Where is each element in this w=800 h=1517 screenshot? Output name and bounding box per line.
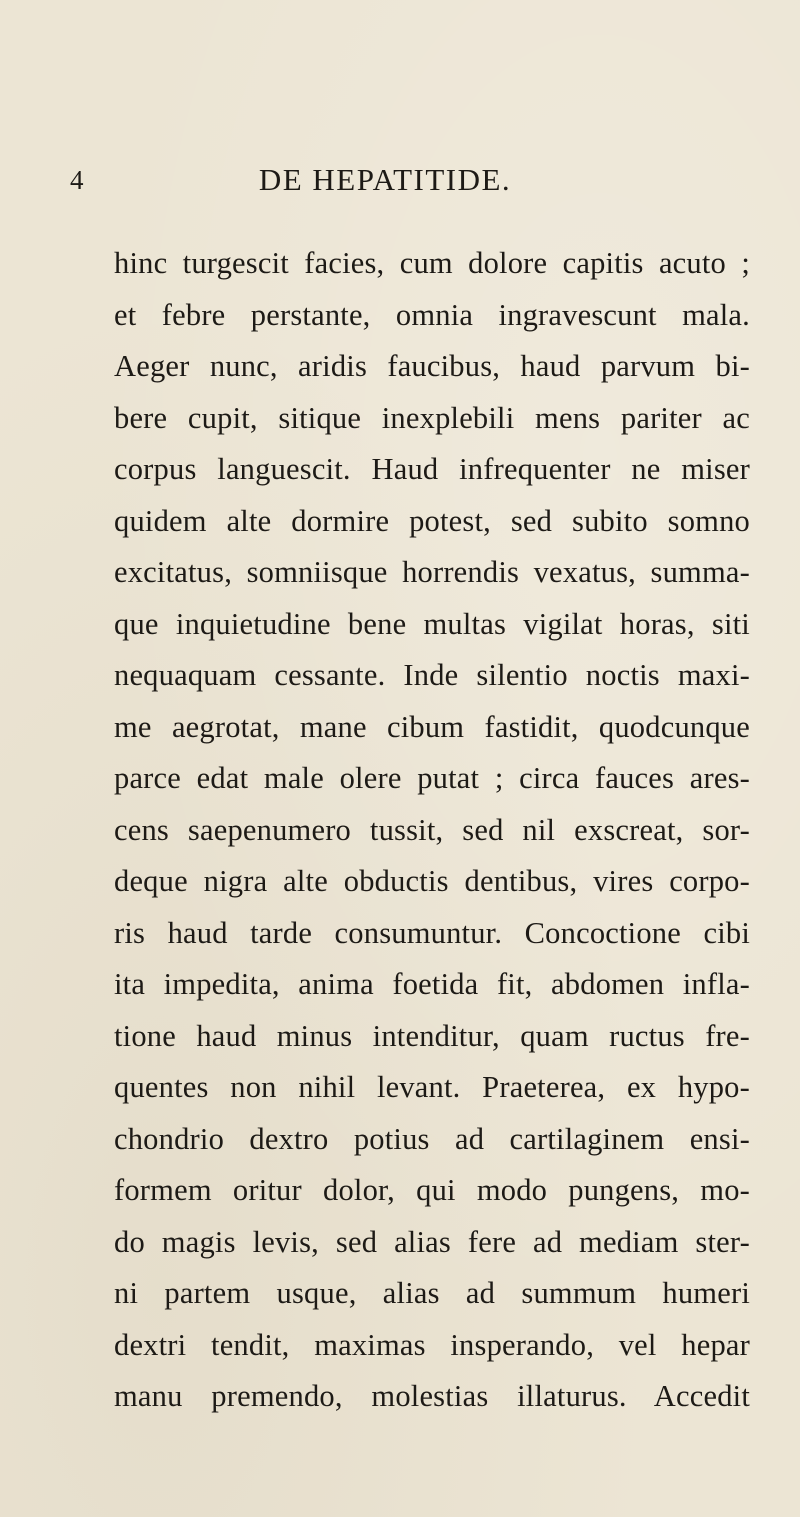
text-line: dextri tendit, maximas insperando, vel hepar bbox=[114, 1327, 750, 1362]
text-line: me aegrotat, mane cibum fastidit, quodcunque bbox=[114, 709, 750, 744]
page-header bbox=[70, 160, 760, 200]
body-text bbox=[114, 238, 750, 1423]
text-line: corpus languescit. Haud infrequenter ne miser bbox=[114, 452, 750, 486]
text-line: ita impedita, anima foetida fit, abdomen infla- bbox=[114, 967, 750, 1001]
running-head: DE HEPATITIDE. bbox=[258, 162, 512, 197]
text-line: ni partem usque, alias ad summum humeri bbox=[114, 1276, 750, 1310]
text-line: quidem alte dormire potest, sed subito somno bbox=[114, 503, 750, 538]
text-line: et febre perstante, omnia ingravescunt mala. bbox=[114, 297, 750, 332]
text-line: do magis levis, sed alias fere ad mediam ster- bbox=[114, 1224, 750, 1259]
text-line: Aeger nunc, aridis faucibus, haud parvum bi- bbox=[114, 349, 750, 383]
text-line: deque nigra alte obductis dentibus, vires corpo- bbox=[114, 864, 750, 898]
text-line: excitatus, somniisque horrendis vexatus, summa- bbox=[114, 555, 750, 589]
text-line: nequaquam cessante. Inde silentio noctis maxi- bbox=[114, 658, 750, 692]
text-line: parce edat male olere putat ; circa fauces ares- bbox=[114, 761, 750, 795]
text-line: ris haud tarde consumuntur. Concoctione cibi bbox=[114, 915, 750, 950]
text-line: formem oritur dolor, qui modo pungens, mo- bbox=[114, 1173, 750, 1207]
text-line: tione haud minus intenditur, quam ructus fre- bbox=[114, 1018, 750, 1053]
text-line: hinc turgescit facies, cum dolore capitis acuto ; bbox=[114, 246, 750, 280]
text-line: quentes non nihil levant. Praeterea, ex hypo- bbox=[114, 1070, 750, 1104]
text-line: que inquietudine bene multas vigilat horas, siti bbox=[114, 606, 750, 641]
text-line: manu premendo, molestias illaturus. Accedit bbox=[114, 1379, 750, 1413]
text-line: chondrio dextro potius ad cartilaginem ensi- bbox=[114, 1121, 750, 1156]
page-number: 4 bbox=[70, 165, 84, 195]
text-line: cens saepenumero tussit, sed nil exscreat, sor- bbox=[114, 812, 750, 847]
text-line: bere cupit, sitique inexplebili mens pariter ac bbox=[114, 400, 750, 435]
